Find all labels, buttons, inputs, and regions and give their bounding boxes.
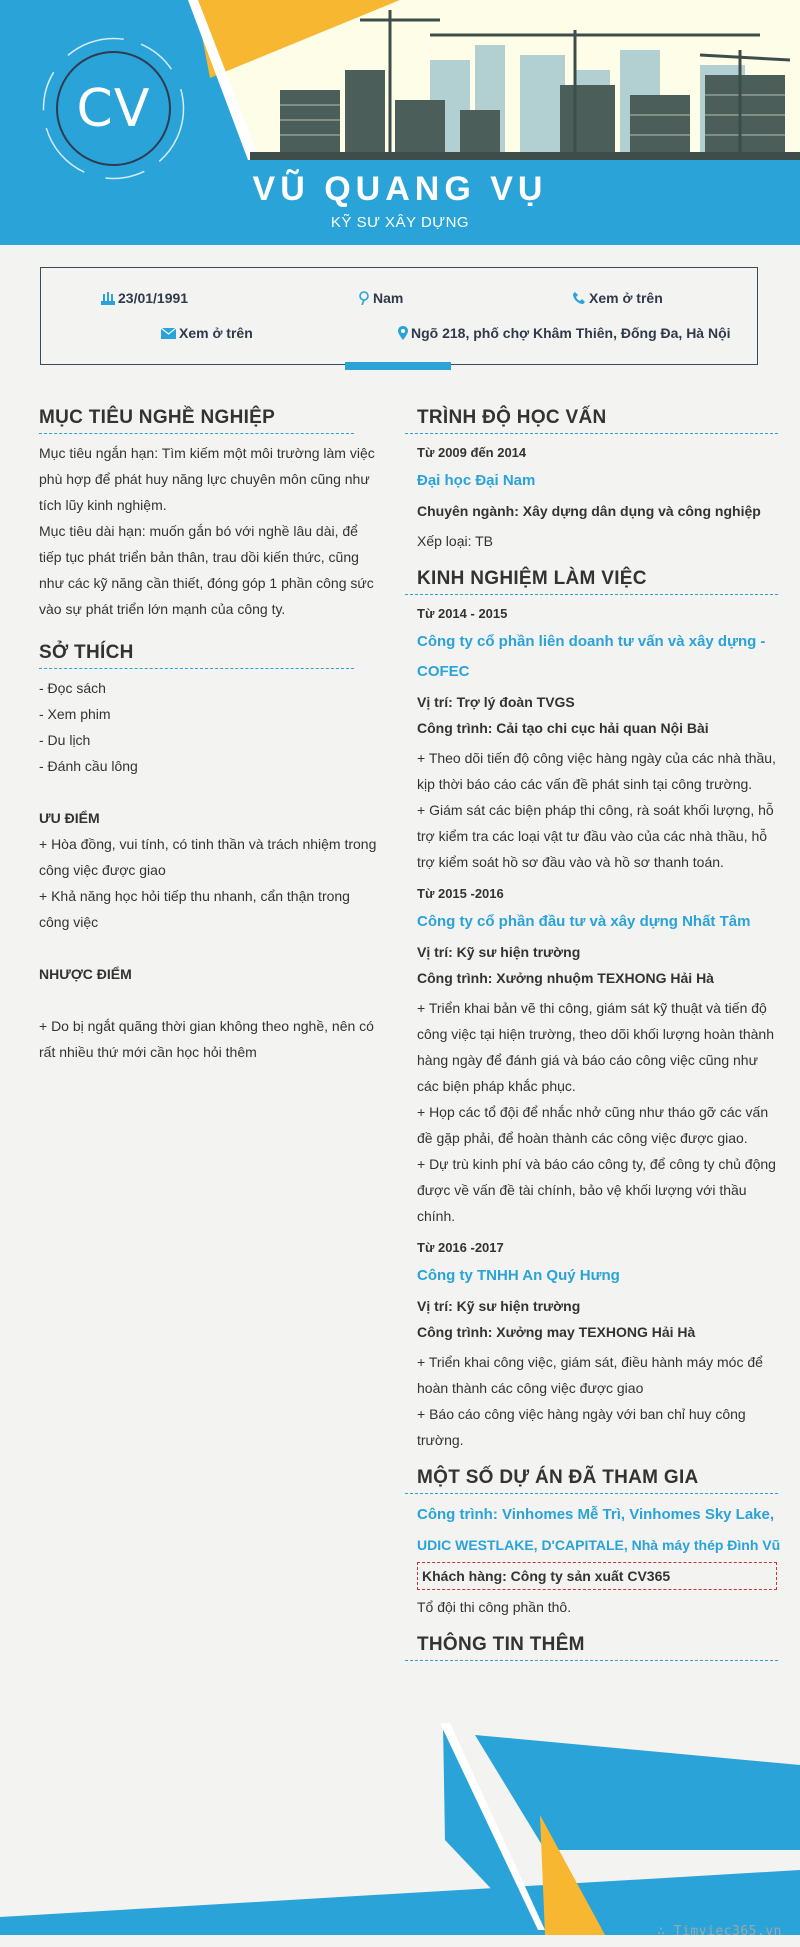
more-info-title: THÔNG TIN THÊM [405, 1634, 778, 1661]
hobbies-title: SỞ THÍCH [39, 642, 354, 669]
job-period: Từ 2016 -2017 [417, 1240, 504, 1255]
contact-gender [358, 290, 403, 306]
weakness-line: rất nhiều thứ mới cần học hỏi thêm [39, 1044, 257, 1060]
job-line: chính. [417, 1208, 456, 1224]
job-line: trường. [417, 1432, 464, 1448]
job-entry [417, 601, 778, 875]
job-line: trợ kiểm soát hồ sơ đầu vào và hồ sơ thanh toán. [417, 854, 724, 870]
job-period: Từ 2015 -2016 [417, 886, 504, 901]
projects-title: MỘT SỐ DỰ ÁN ĐÃ THAM GIA [405, 1467, 778, 1494]
weaknesses-text [39, 1013, 379, 1065]
email-value[interactable]: Xem ở trên [179, 325, 253, 341]
job-project: Công trình: Xưởng nhuộm TEXHONG Hải Hà [417, 970, 714, 986]
hobby-item: - Đọc sách [39, 680, 106, 696]
job-description [417, 995, 778, 1229]
watermark: ∴ Timviec365.vn [657, 1924, 782, 1939]
experience-block [405, 601, 778, 1453]
contact-box [40, 267, 758, 365]
header [0, 0, 800, 245]
job-company: COFEC [417, 663, 470, 680]
job-description [417, 745, 778, 875]
objective-text [39, 440, 379, 622]
education-period: Từ 2009 đến 2014 [417, 445, 527, 460]
projects-block [405, 1500, 781, 1620]
weaknesses-title: NHƯỢC ĐIỂM [39, 966, 132, 982]
project-name: UDIC WESTLAKE, D'CAPITALE, Nhà máy thép Đình Vũ [417, 1537, 781, 1553]
phone-icon [572, 291, 586, 305]
objective-line: tích lũy kinh nghiệm. [39, 497, 167, 513]
job-line: đề gặp phải, để hoàn thành các công việc được giao. [417, 1130, 748, 1146]
strengths-text [39, 831, 379, 935]
job-project: Công trình: Cải tạo chi cục hải quan Nội Bài [417, 720, 709, 736]
footer-decoration [0, 1720, 800, 1947]
job-line: + Giám sát các biện pháp thi công, rà soát khối lượng, hỗ [417, 802, 774, 818]
objective-title: MỤC TIÊU NGHỀ NGHIỆP [39, 407, 354, 434]
job-line: + Họp các tổ đội để nhắc nhở cũng như tháo gỡ các vấn [417, 1104, 769, 1120]
address-value: Ngõ 218, phố chợ Khâm Thiên, Đống Đa, Hà Nội [411, 325, 731, 341]
job-line: + Báo cáo công việc hàng ngày với ban chỉ huy công [417, 1406, 746, 1422]
job-company: Công ty cổ phần đầu tư và xây dựng Nhất Tâm [417, 913, 751, 930]
education-title: TRÌNH ĐỘ HỌC VẤN [405, 407, 778, 434]
candidate-name: VŨ QUANG VỤ [252, 170, 548, 208]
strengths-title: ƯU ĐIỂM [39, 810, 100, 826]
right-column [405, 407, 781, 1667]
hobby-item: - Xem phim [39, 706, 111, 722]
job-period: Từ 2014 - 2015 [417, 606, 508, 621]
contact-phone[interactable] [572, 290, 663, 306]
left-column [39, 407, 379, 1065]
hobby-item: - Du lịch [39, 732, 91, 748]
strength-line: công việc được giao [39, 862, 166, 878]
contact-address [398, 325, 731, 341]
hobbies-list [39, 675, 379, 779]
hobby-item: - Đánh cầu lông [39, 758, 138, 774]
job-line: hàng ngày để đánh giá và báo cáo công việc cũng như [417, 1052, 758, 1068]
objective-line: như các kỹ năng cần thiết, đóng góp 1 phần công sức [39, 575, 374, 591]
job-line: + Theo dõi tiến độ công việc hàng ngày của các nhà thầu, [417, 750, 776, 766]
job-entry [417, 881, 778, 1229]
job-line: + Triển khai công việc, giám sát, điều hành máy móc để [417, 1354, 763, 1370]
job-company: Công ty cổ phần liên doanh tư vấn và xây dựng - [417, 633, 766, 650]
birthday-value: 23/01/1991 [118, 290, 189, 306]
calendar-icon [101, 292, 115, 305]
job-description [417, 1349, 778, 1453]
project-name: Công trình: Vinhomes Mễ Trì, Vinhomes Sky Lake, [417, 1506, 775, 1523]
job-line: kịp thời báo cáo các vấn đề phát sinh tại công trường. [417, 776, 753, 792]
job-position: Vị trí: Trợ lý đoàn TVGS [417, 694, 575, 710]
mail-icon [161, 328, 176, 339]
project-note: Tổ đội thi công phần thô. [417, 1599, 572, 1615]
contact-accent-bar [345, 362, 451, 370]
job-entry [417, 1235, 778, 1453]
job-line: trợ kiểm tra các loại vật tư đầu vào của các nhà thầu, hỗ [417, 828, 768, 844]
objective-line: vào sự phát triển lớn mạnh của công ty. [39, 601, 286, 617]
job-line: công việc tại hiện trường, theo dõi khối lượng hoàn thành [417, 1026, 774, 1042]
objective-line: Mục tiêu ngắn hạn: Tìm kiếm một môi trường làm việc [39, 445, 375, 461]
avatar: CV [56, 51, 171, 166]
gender-icon [358, 291, 370, 305]
job-project: Công trình: Xưởng may TEXHONG Hải Hà [417, 1324, 696, 1340]
education-school: Đại học Đại Nam [417, 472, 536, 489]
job-line: + Triển khai bản vẽ thi công, giám sát kỹ thuật và tiến độ [417, 1000, 767, 1016]
weakness-line: + Do bị ngắt quãng thời gian không theo nghề, nên có [39, 1018, 374, 1034]
education-grade: Xếp loại: TB [417, 533, 494, 549]
objective-line: Mục tiêu dài hạn: muốn gắn bó với nghề lâu dài, để [39, 523, 358, 539]
contact-birthday [101, 290, 188, 306]
strength-line: + Khả năng học hỏi tiếp thu nhanh, cẩn thận trong [39, 888, 350, 904]
project-client: Khách hàng: Công ty sản xuất CV365 [417, 1562, 777, 1590]
job-position: Vị trí: Kỹ sư hiện trường [417, 944, 581, 960]
phone-value[interactable]: Xem ở trên [589, 290, 663, 306]
objective-line: phù hợp để phát huy năng lực chuyên môn cũng như [39, 471, 370, 487]
contact-email[interactable] [161, 325, 253, 341]
job-company: Công ty TNHH An Quý Hưng [417, 1267, 620, 1284]
education-major: Chuyên ngành: Xây dựng dân dụng và công nghiệp [417, 503, 761, 519]
strength-line: công việc [39, 914, 99, 930]
experience-title: KINH NGHIỆM LÀM VIỆC [405, 568, 778, 595]
job-line: + Dự trù kinh phí và báo cáo công ty, để công ty chủ động [417, 1156, 776, 1172]
job-line: được về vấn đề tài chính, bảo vệ khối lượng với thầu [417, 1182, 747, 1198]
education-block [405, 440, 778, 554]
objective-line: tiếp tục phát triển bản thân, trau dồi kiến thức, cũng [39, 549, 359, 565]
location-icon [398, 326, 408, 340]
job-line: các biện pháp khắc phục. [417, 1078, 576, 1094]
job-position: Vị trí: Kỹ sư hiện trường [417, 1298, 581, 1314]
gender-value: Nam [373, 290, 404, 306]
job-line: hoàn thành các công việc được giao [417, 1380, 644, 1396]
job-title: KỸ SƯ XÂY DỰNG [330, 214, 470, 231]
strength-line: + Hòa đồng, vui tính, có tinh thần và trách nhiệm trong [39, 836, 377, 852]
